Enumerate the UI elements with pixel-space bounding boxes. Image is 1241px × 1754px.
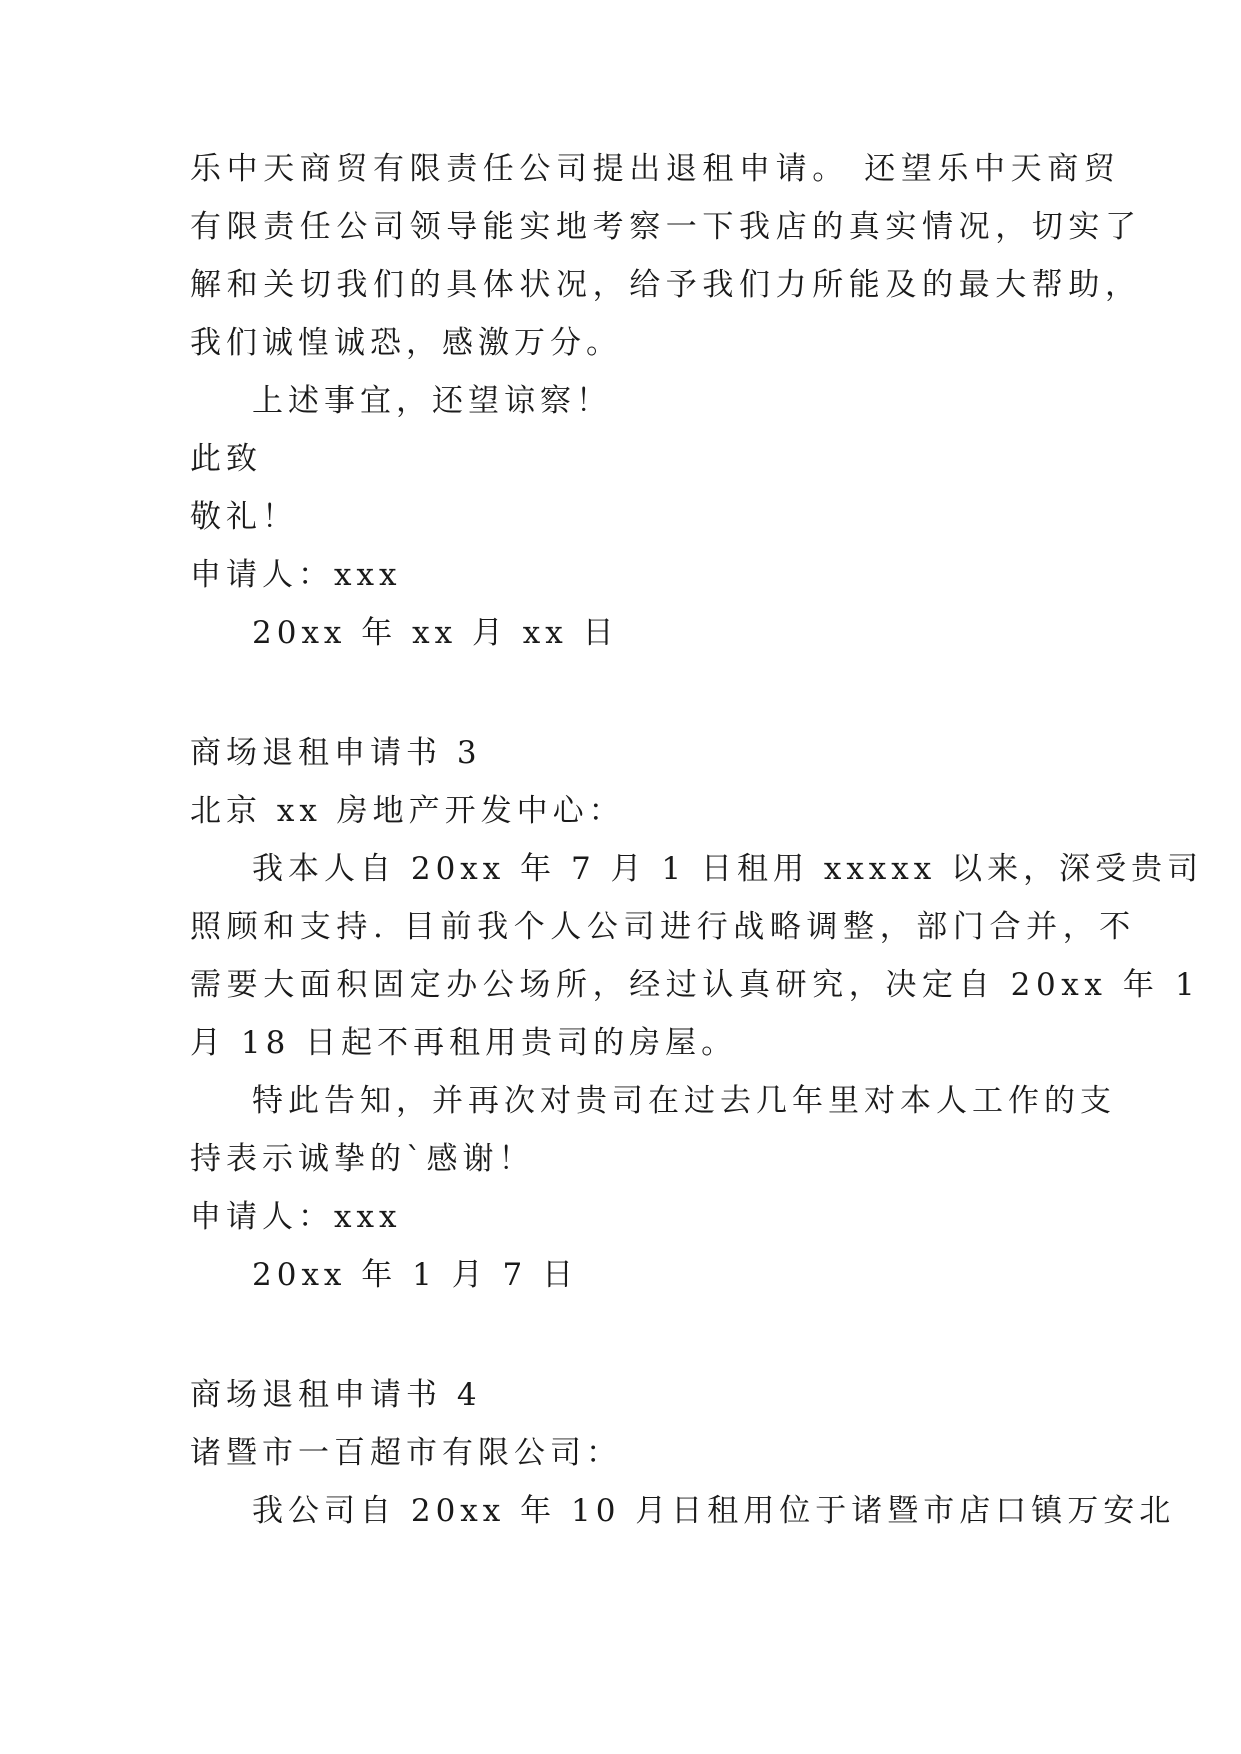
closing-request: 上述事宜，还望谅察！ [252, 383, 612, 419]
paragraph-line: 有限责任公司领导能实地考察一下我店的真实情况，切实了 [190, 209, 1142, 245]
salutation-line: 此致 [190, 441, 262, 477]
letter-date: 20xx 年 1 月 7 日 [252, 1257, 579, 1293]
applicant-signature: 申请人：xxx [190, 1199, 402, 1235]
paragraph-line: 月 18 日起不再租用贵司的房屋。 [190, 1025, 738, 1061]
section-title: 商场退租申请书 3 [190, 735, 482, 771]
applicant-signature: 申请人：xxx [190, 557, 402, 593]
paragraph-line: 特此告知，并再次对贵司在过去几年里对本人工作的支 [252, 1083, 1116, 1119]
paragraph-line: 解和关切我们的具体状况，给予我们力所能及的最大帮助， [190, 267, 1142, 303]
paragraph-line: 我本人自 20xx 年 7 月 1 日租用 xxxxx 以来，深受贵司 [252, 851, 1204, 887]
recipient-line: 诸暨市一百超市有限公司： [190, 1435, 622, 1471]
letter-date: 20xx 年 xx 月 xx 日 [252, 615, 619, 651]
paragraph-line: 照顾和支持. 目前我个人公司进行战略调整，部门合并，不 [190, 909, 1136, 945]
paragraph-line: 我公司自 20xx 年 10 月日租用位于诸暨市店口镇万安北 [252, 1493, 1176, 1529]
paragraph-line: 持表示诚挚的`感谢！ [190, 1141, 535, 1177]
paragraph-line: 需要大面积固定办公场所，经过认真研究，决定自 20xx 年 1 [190, 967, 1201, 1003]
salutation-line: 敬礼！ [190, 499, 298, 535]
recipient-line: 北京 xx 房地产开发中心： [190, 793, 625, 829]
paragraph-line: 乐中天商贸有限责任公司提出退租申请。 还望乐中天商贸 [190, 151, 1121, 187]
paragraph-line: 我们诚惶诚恐，感激万分。 [190, 325, 622, 361]
section-title: 商场退租申请书 4 [190, 1377, 482, 1413]
